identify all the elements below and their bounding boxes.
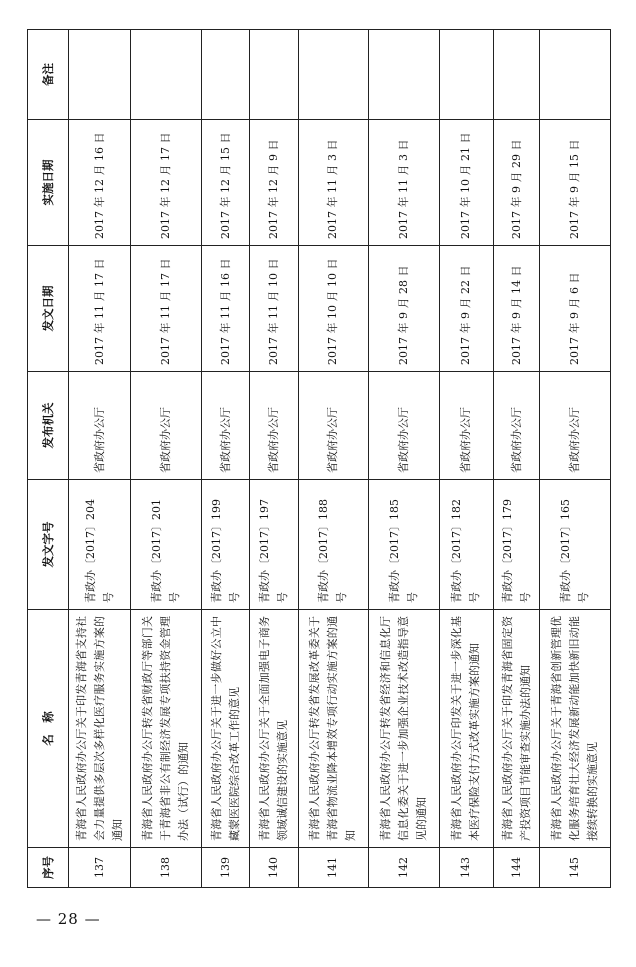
cell-issue-date: 2017 年 9 月 28 日 bbox=[369, 246, 440, 372]
cell-seq: 138 bbox=[131, 848, 202, 888]
cell-name: 青海省人民政府办公厅转发省经济和信息化厅信息化委关于进一步加强企业技术改造指导意见的通知 bbox=[369, 610, 440, 848]
cell-remark bbox=[439, 30, 493, 120]
cell-doc-no: 青政办〔2017〕199 号 bbox=[201, 480, 249, 610]
cell-issue-date: 2017 年 11 月 17 日 bbox=[131, 246, 202, 372]
cell-doc-no: 青政办〔2017〕188 号 bbox=[298, 480, 369, 610]
cell-remark bbox=[298, 30, 369, 120]
table-row bbox=[494, 30, 540, 888]
cell-issue-date: 2017 年 11 月 16 日 bbox=[201, 246, 249, 372]
table-row bbox=[69, 30, 131, 888]
cell-issue-date: 2017 年 11 月 10 日 bbox=[250, 246, 298, 372]
cell-effective-date: 2017 年 9 月 15 日 bbox=[540, 120, 611, 246]
cell-issue-date: 2017 年 10 月 10 日 bbox=[298, 246, 369, 372]
table-header-row bbox=[28, 30, 69, 888]
cell-issuer: 省政府办公厅 bbox=[201, 372, 249, 480]
cell-effective-date: 2017 年 12 月 17 日 bbox=[131, 120, 202, 246]
table-row bbox=[201, 30, 249, 888]
header-remark: 备注 bbox=[28, 30, 69, 120]
cell-name: 青海省人民政府办公厅转发省发展改革委关于青海省物流业降本增效专项行动实施方案的通知 bbox=[298, 610, 369, 848]
cell-remark bbox=[131, 30, 202, 120]
table-row bbox=[439, 30, 493, 888]
cell-name: 青海省人民政府办公厅关于进一步做好公立中藏蒙医医院综合改革工作的意见 bbox=[201, 610, 249, 848]
table-row bbox=[540, 30, 611, 888]
cell-issuer: 省政府办公厅 bbox=[69, 372, 131, 480]
cell-issuer: 省政府办公厅 bbox=[298, 372, 369, 480]
cell-issue-date: 2017 年 9 月 14 日 bbox=[494, 246, 540, 372]
cell-name: 青海省人民政府办公厅关于印发青海省支持社会力量提供多层次多样化医疗服务实施方案的通知 bbox=[69, 610, 131, 848]
regulations-table bbox=[27, 29, 611, 888]
header-seq: 序号 bbox=[28, 848, 69, 888]
cell-effective-date: 2017 年 12 月 9 日 bbox=[250, 120, 298, 246]
cell-doc-no: 青政办〔2017〕179 号 bbox=[494, 480, 540, 610]
cell-remark bbox=[69, 30, 131, 120]
cell-seq: 144 bbox=[494, 848, 540, 888]
cell-issue-date: 2017 年 11 月 17 日 bbox=[69, 246, 131, 372]
cell-name: 青海省人民政府办公厅关于青海省创新管理优化服务培育壮大经济发展新动能加快新旧动能接续转换的实施意见 bbox=[540, 610, 611, 848]
cell-doc-no: 青政办〔2017〕182 号 bbox=[439, 480, 493, 610]
header-doc-no: 发文字号 bbox=[28, 480, 69, 610]
cell-issuer: 省政府办公厅 bbox=[494, 372, 540, 480]
cell-doc-no: 青政办〔2017〕165 号 bbox=[540, 480, 611, 610]
cell-effective-date: 2017 年 10 月 21 日 bbox=[439, 120, 493, 246]
header-issuer: 发布机关 bbox=[28, 372, 69, 480]
cell-remark bbox=[250, 30, 298, 120]
cell-seq: 145 bbox=[540, 848, 611, 888]
cell-seq: 140 bbox=[250, 848, 298, 888]
header-name: 名 称 bbox=[28, 610, 69, 848]
cell-doc-no: 青政办〔2017〕197 号 bbox=[250, 480, 298, 610]
cell-issuer: 省政府办公厅 bbox=[540, 372, 611, 480]
cell-remark bbox=[540, 30, 611, 120]
cell-effective-date: 2017 年 11 月 3 日 bbox=[298, 120, 369, 246]
table-row bbox=[298, 30, 369, 888]
cell-name: 青海省人民政府办公厅关于全面加强电子商务领域诚信建设的实施意见 bbox=[250, 610, 298, 848]
cell-name: 青海省人民政府办公厅印发关于进一步深化基本医疗保险支付方式改革实施方案的通知 bbox=[439, 610, 493, 848]
page-number: — 28 — bbox=[36, 910, 101, 928]
cell-seq: 143 bbox=[439, 848, 493, 888]
cell-seq: 142 bbox=[369, 848, 440, 888]
table-row bbox=[250, 30, 298, 888]
cell-effective-date: 2017 年 12 月 15 日 bbox=[201, 120, 249, 246]
cell-doc-no: 青政办〔2017〕185 号 bbox=[369, 480, 440, 610]
cell-issuer: 省政府办公厅 bbox=[250, 372, 298, 480]
cell-seq: 137 bbox=[69, 848, 131, 888]
cell-seq: 139 bbox=[201, 848, 249, 888]
header-issue-date: 发文日期 bbox=[28, 246, 69, 372]
cell-remark bbox=[369, 30, 440, 120]
rotated-page bbox=[27, 30, 611, 888]
cell-remark bbox=[201, 30, 249, 120]
cell-remark bbox=[494, 30, 540, 120]
cell-effective-date: 2017 年 11 月 3 日 bbox=[369, 120, 440, 246]
table-row bbox=[131, 30, 202, 888]
cell-doc-no: 青政办〔2017〕201 号 bbox=[131, 480, 202, 610]
cell-issuer: 省政府办公厅 bbox=[439, 372, 493, 480]
table-row bbox=[369, 30, 440, 888]
cell-name: 青海省人民政府办公厅转发省财政厅等部门关于青海省非公有制经济发展专项扶持资金管理办法（试行）的通知 bbox=[131, 610, 202, 848]
cell-issuer: 省政府办公厅 bbox=[369, 372, 440, 480]
cell-doc-no: 青政办〔2017〕204 号 bbox=[69, 480, 131, 610]
cell-issue-date: 2017 年 9 月 6 日 bbox=[540, 246, 611, 372]
cell-effective-date: 2017 年 9 月 29 日 bbox=[494, 120, 540, 246]
cell-effective-date: 2017 年 12 月 16 日 bbox=[69, 120, 131, 246]
header-effective-date: 实施日期 bbox=[28, 120, 69, 246]
cell-issue-date: 2017 年 9 月 22 日 bbox=[439, 246, 493, 372]
cell-issuer: 省政府办公厅 bbox=[131, 372, 202, 480]
cell-seq: 141 bbox=[298, 848, 369, 888]
cell-name: 青海省人民政府办公厅关于印发青海省固定资产投资项目节能审查实施办法的通知 bbox=[494, 610, 540, 848]
